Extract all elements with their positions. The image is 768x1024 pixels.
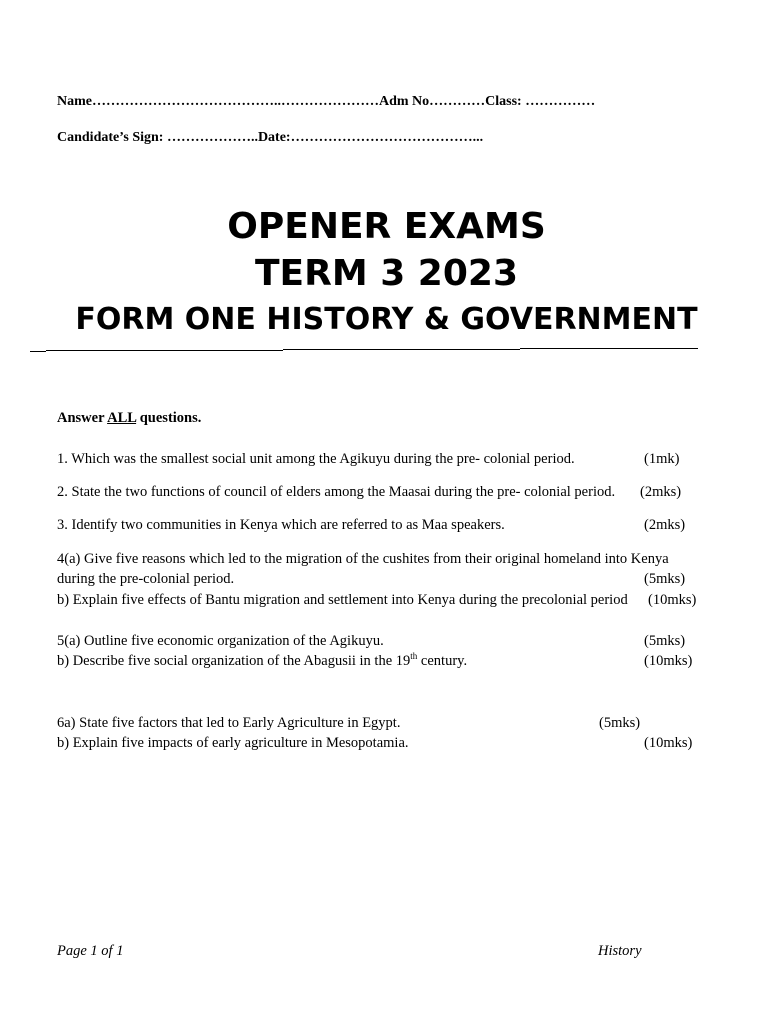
exam-title: OPENER EXAMS [227,206,546,247]
question-6b-marks: (10mks) [644,735,693,751]
question-1-text: 1. Which was the smallest social unit among the Agikuyu during the pre- colonial period. [57,451,575,467]
question-3-text: 3. Identify two communities in Kenya which are referred to as Maa speakers. [57,517,505,533]
question-4b-text: b) Explain five effects of Bantu migration and settlement into Kenya during the precolonial period [57,592,628,608]
question-5b-marks: (10mks) [644,653,693,669]
question-1-marks: (1mk) [644,451,680,467]
question-5b-text-before: b) Describe five social organization of the Abagusii in the 19 [57,653,411,669]
question-5b-text [57,651,467,671]
instructions [57,408,201,428]
question-5a-marks: (5mks) [644,633,686,649]
question-4a-text-line-1: 4(a) Give five reasons which led to the migration of the cushites from their original homeland into Kenya [57,551,669,567]
instructions-prefix: Answer [57,410,105,426]
question-2-text: 2. State the two functions of council of elders among the Maasai during the pre- colonial period. [57,484,616,500]
question-5b-superscript: th [410,651,418,662]
question-6b-text: b) Explain five impacts of early agriculture in Mesopotamia. [57,735,409,751]
question-5a-text: 5(a) Outline five economic organization of the Agikuyu. [57,633,384,649]
question-6a-marks: (5mks) [599,715,641,731]
footer-page-number: Page 1 of 1 [57,943,124,959]
footer-subject: History [598,943,642,959]
question-4a-marks: (5mks) [644,571,686,587]
title-rule-segment-4 [520,348,698,349]
question-6a-text: 6a) State five factors that led to Early Agriculture in Egypt. [57,715,401,731]
question-4a-text-line-2: during the pre-colonial period. [57,571,235,587]
instructions-emphasis: ALL [107,410,137,426]
title-rule-segment-1 [30,351,46,352]
question-4b-marks: (10mks) [648,592,697,608]
candidate-sign-date-line: Candidate’s Sign: ………………..Date:…………………………………... [57,130,484,145]
question-3-marks: (2mks) [644,517,686,533]
name-adm-class-line: Name…………………………………..…………………Adm No…………Class: …………… [57,94,596,109]
exam-term: TERM 3 2023 [254,253,518,294]
question-2-marks: (2mks) [640,484,682,500]
instructions-suffix: questions. [139,410,202,426]
question-5b-text-after: century. [417,653,468,669]
title-rule-segment-3 [283,349,520,350]
title-rule-segment-2 [46,350,283,351]
exam-subject: FORM ONE HISTORY & GOVERNMENT [75,302,698,337]
